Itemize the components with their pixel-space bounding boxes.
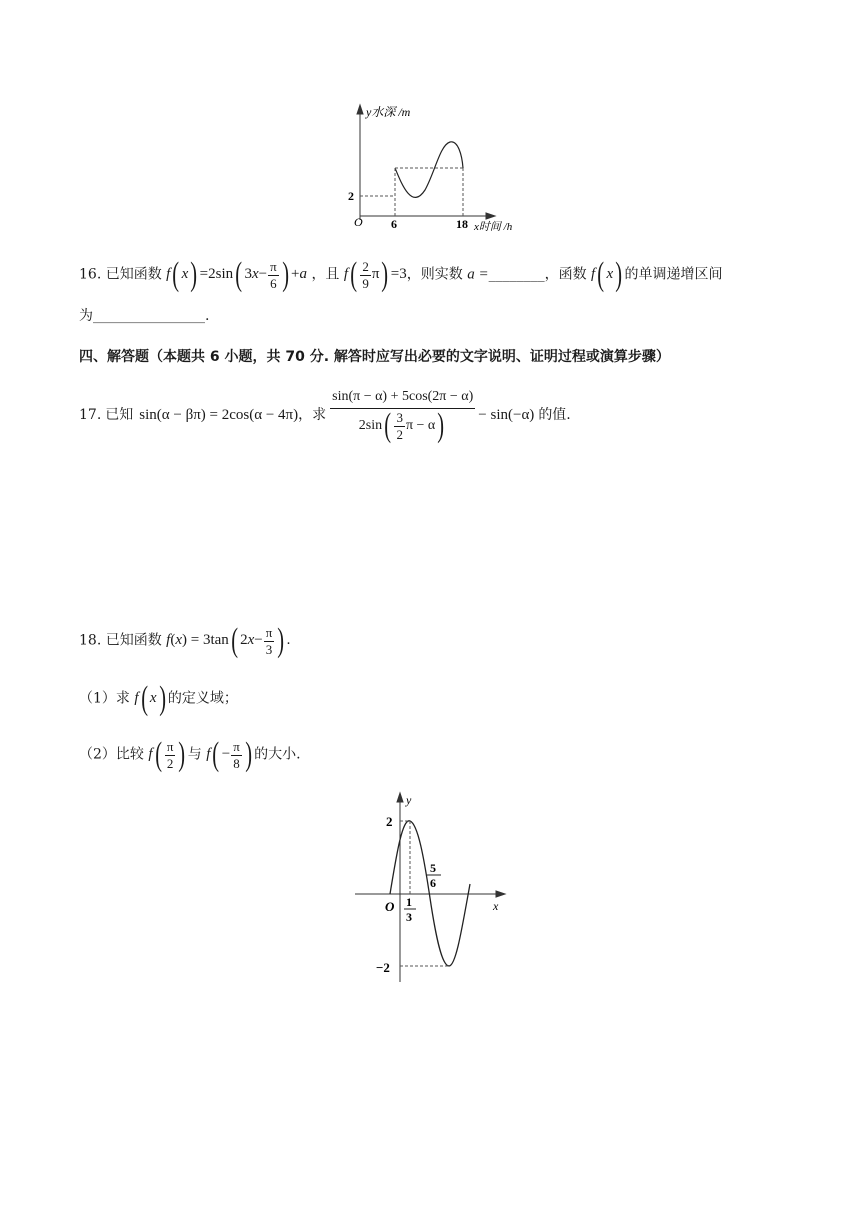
x-axis-arrow bbox=[496, 891, 505, 897]
q16-function-def: f( x) =2sin( 3x− $\frac{\pi}{6}$ ) +a bbox=[166, 256, 307, 293]
q17-condition: sin(α − βπ) = 2cos(α − 4π) bbox=[139, 406, 299, 423]
q16-blank-1: ________ bbox=[488, 266, 545, 283]
q16-text-2: ，且 bbox=[311, 266, 340, 283]
q16-text-1: 已知函数 bbox=[105, 266, 162, 283]
sine-graph-figure bbox=[350, 788, 520, 988]
frac1-num: 1 bbox=[406, 895, 412, 909]
question-16 bbox=[79, 258, 723, 292]
q17-text-1: 已知 bbox=[105, 406, 134, 423]
q16-condition: f( $\frac{2}{9}$ π) =3 bbox=[343, 256, 407, 293]
q17-denominator: 2sin( $\frac{3}{2}$ π − α) bbox=[358, 407, 445, 444]
q18-p2-text: （2）比较 bbox=[79, 746, 144, 763]
q18-p2-text-b: 与 bbox=[187, 746, 202, 763]
q16-text-4: ，函数 bbox=[544, 266, 587, 283]
q17-number: 17. bbox=[79, 406, 102, 423]
q18-text-1: 已知函数 bbox=[105, 632, 162, 649]
question-18-part-1 bbox=[79, 682, 238, 716]
q16-text-3: ，则实数 bbox=[406, 266, 463, 283]
frac1-den: 3 bbox=[406, 910, 412, 924]
q18-p2-f-neg-pi-8: f( − $\frac{\pi}{8}$ ) bbox=[206, 736, 252, 773]
q18-p1-text-b: 的定义域； bbox=[167, 690, 238, 707]
x-axis-label: x时间 /h bbox=[474, 221, 513, 233]
q16-blank-2: ________________ bbox=[93, 308, 205, 324]
tick-x-18: 18 bbox=[456, 217, 468, 231]
q18-p2-text-c: 的大小. bbox=[254, 746, 301, 763]
q16-var-a: a = bbox=[467, 266, 489, 283]
sine-curve bbox=[390, 821, 470, 966]
y-axis-arrow bbox=[397, 793, 403, 802]
question-16-cont bbox=[79, 306, 209, 326]
section-4-heading: 四、解答题（本题共 6 小题，共 70 分. 解答时应写出必要的文字说明、证明过程或演算步骤） bbox=[79, 349, 670, 365]
tick-x-6: 6 bbox=[391, 217, 397, 231]
origin-label: O bbox=[385, 899, 395, 914]
x-axis-label: x bbox=[493, 899, 499, 913]
q18-p1-text: （1）求 bbox=[79, 690, 130, 707]
question-18-part-2 bbox=[79, 738, 301, 772]
tick-y-2: 2 bbox=[348, 189, 354, 203]
frac2-num: 5 bbox=[430, 861, 436, 875]
q17-text-2: ，求 bbox=[298, 406, 327, 423]
q16-end: . bbox=[205, 308, 210, 324]
q17-expression bbox=[330, 386, 475, 443]
tick-bottom-neg-2: −2 bbox=[376, 960, 390, 975]
question-17 bbox=[79, 386, 571, 443]
frac2-den: 6 bbox=[430, 876, 436, 890]
q18-number: 18. bbox=[79, 632, 102, 649]
q17-text-3: 的值. bbox=[538, 406, 571, 423]
tick-top-2: 2 bbox=[386, 814, 393, 829]
q17-minus-term: − sin(−α) bbox=[478, 406, 535, 423]
x-axis-arrow bbox=[486, 213, 495, 219]
q18-function-def: f(x) = 3tan( 2x− $\frac{\pi}{3}$ ) . bbox=[166, 622, 291, 659]
q18-p2-f-pi-2: f( $\frac{\pi}{2}$ ) bbox=[148, 736, 186, 773]
y-axis-label: y bbox=[406, 793, 412, 807]
origin-label: O bbox=[354, 215, 363, 229]
depth-curve bbox=[395, 142, 463, 198]
q17-numerator: sin(π − α) + 5cos(2π − α) bbox=[330, 386, 475, 409]
q16-text-5: 的单调递增区间 bbox=[624, 266, 723, 283]
q18-p1-fx: f( x) bbox=[134, 680, 166, 717]
water-depth-figure bbox=[340, 100, 530, 240]
y-axis-label: y水深 /m bbox=[366, 105, 411, 119]
q16-fx: f( x) bbox=[591, 256, 623, 293]
question-18 bbox=[79, 624, 290, 658]
q16-text-6: 为 bbox=[79, 308, 93, 324]
y-axis-arrow bbox=[357, 105, 363, 114]
q16-number: 16. bbox=[79, 266, 102, 283]
